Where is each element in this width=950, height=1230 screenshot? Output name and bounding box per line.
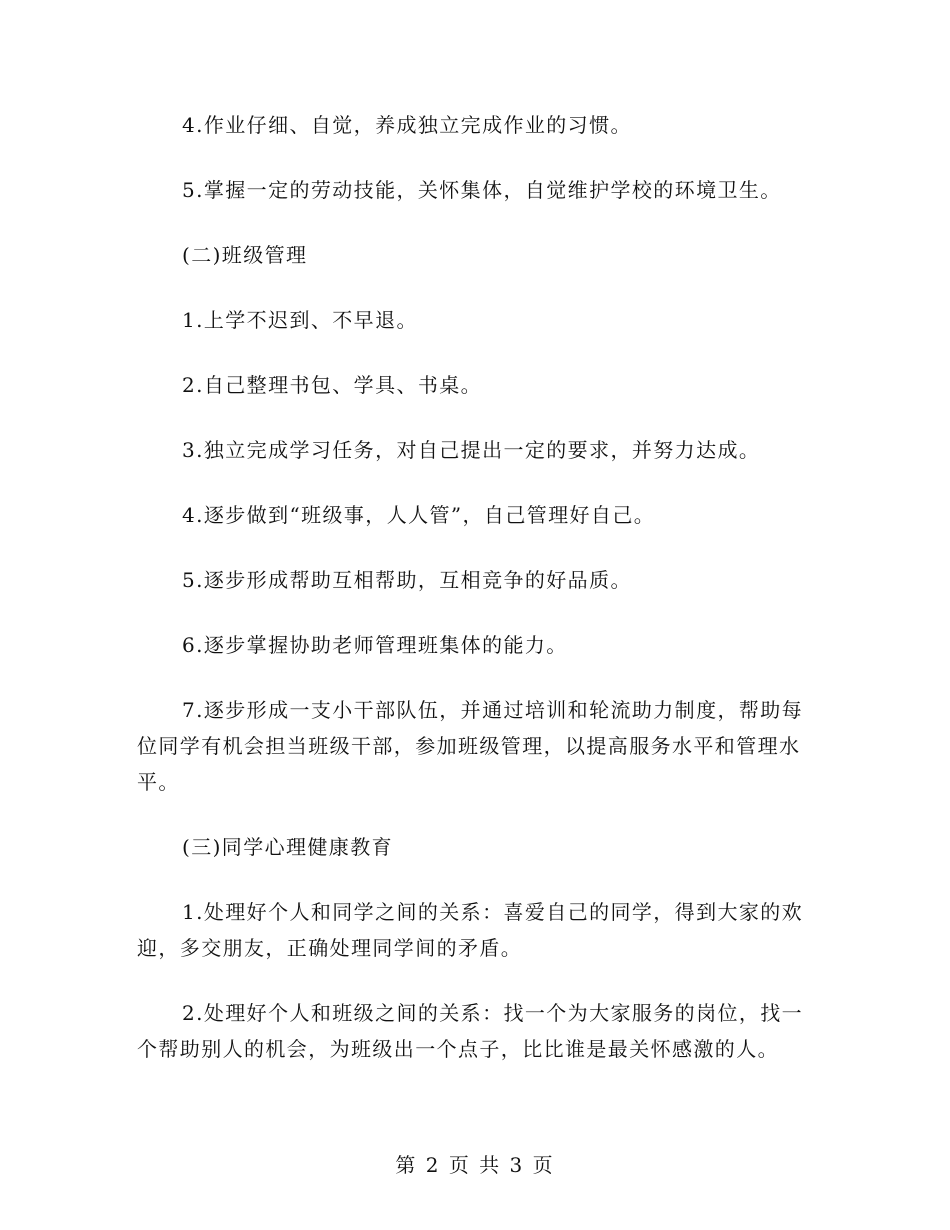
paragraph-classmate-relations: 1.处理好个人和同学之间的关系：喜爱自己的同学，得到大家的欢迎，多交朋友，正确处理同学间的矛盾。 — [137, 900, 804, 960]
paragraph-student-cadres: 7.逐步形成一支小干部队伍，并通过培训和轮流助力制度，帮助每位同学有机会担当班级干部，参加班级管理，以提高服务水平和管理水平。 — [137, 698, 804, 794]
paragraph-independent-study: 3.独立完成学习任务，对自己提出一定的要求，并努力达成。 — [182, 438, 761, 462]
paragraph-labor-skills: 5.掌握一定的劳动技能，关怀集体，自觉维护学校的环境卫生。 — [182, 178, 782, 202]
document-body — [137, 107, 817, 1096]
paragraph-organize-belongings: 2.自己整理书包、学具、书桌。 — [182, 373, 483, 397]
section-heading-class-management: (二)班级管理 — [182, 243, 308, 267]
paragraph-self-management: 4.逐步做到“班级事，人人管”，自己管理好自己。 — [182, 503, 656, 527]
page-number-footer: 第 2 页 共 3 页 — [395, 1153, 555, 1177]
paragraph-mutual-help: 5.逐步形成帮助互相帮助，互相竞争的好品质。 — [182, 568, 632, 592]
paragraph-homework-habit: 4.作业仔细、自觉，养成独立完成作业的习惯。 — [182, 113, 632, 137]
paragraph-class-relations: 2.处理好个人和班级之间的关系：找一个为大家服务的岗位，找一个帮助别人的机会，为班级出一个点子，比比谁是最关怀感激的人。 — [137, 1001, 804, 1061]
paragraph-punctuality: 1.上学不迟到、不早退。 — [182, 308, 418, 332]
paragraph-assist-teacher: 6.逐步掌握协助老师管理班集体的能力。 — [182, 633, 568, 657]
section-heading-mental-health: (三)同学心理健康教育 — [182, 835, 394, 859]
